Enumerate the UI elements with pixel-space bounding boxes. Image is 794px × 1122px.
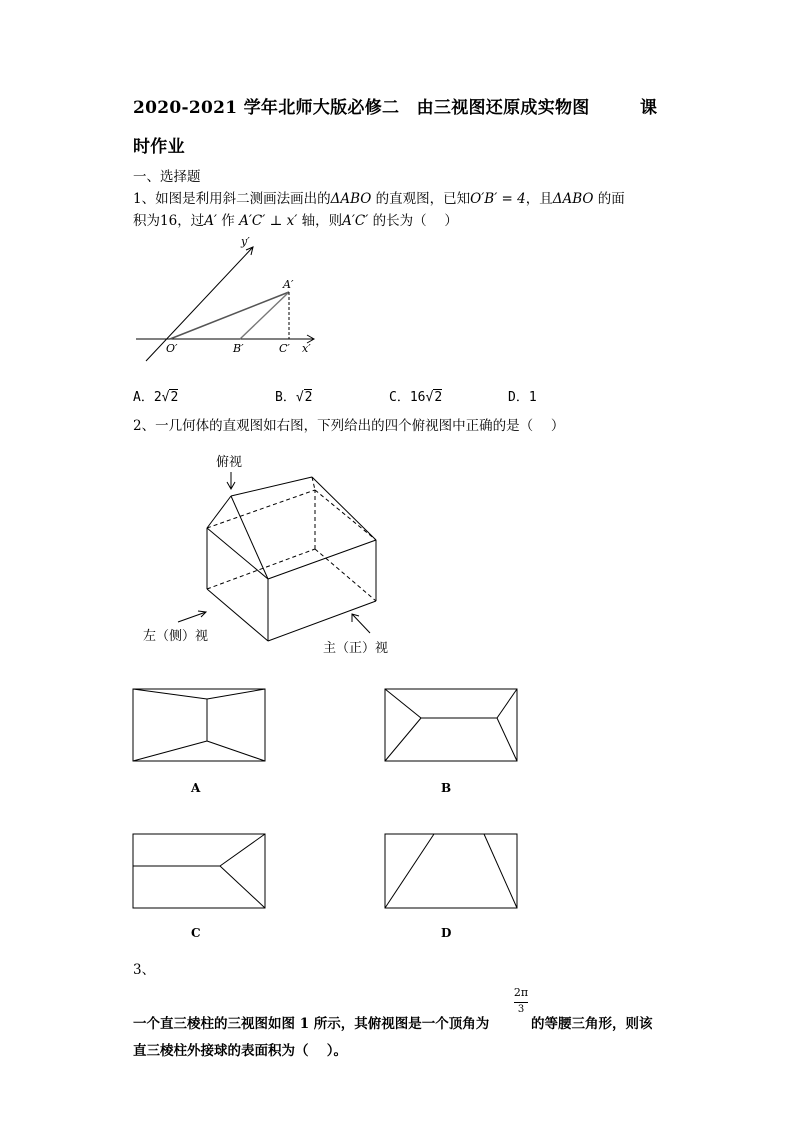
- fraction-bar: [514, 1002, 528, 1003]
- view-c[interactable]: [133, 834, 265, 908]
- q1-line2-d: 轴，则: [297, 213, 343, 229]
- label-y: y′: [241, 235, 250, 248]
- q2-text: 2、一几何体的直观图如右图，下列给出的四个俯视图中正确的是（ ）: [133, 418, 565, 434]
- option-c[interactable]: C．16√2: [389, 390, 443, 405]
- section-heading: 一、选择题: [133, 169, 201, 185]
- option-a-coef: 2: [153, 390, 162, 405]
- q1-text-b: 的直观图，已知: [371, 191, 471, 207]
- label-a: A′: [283, 278, 294, 291]
- q3-number: 3、: [133, 962, 156, 978]
- option-a[interactable]: A．2√2: [133, 390, 179, 405]
- document-title-line1: 2020-2021 学年北师大版必修二 由三视图还原成实物图: [133, 98, 590, 118]
- q1-text-d: 的面: [593, 191, 625, 207]
- label-top-view: 俯视: [216, 455, 243, 470]
- q1-line2-a: 积为: [133, 213, 160, 229]
- document-title-suffix: 课: [640, 98, 658, 118]
- q1-triangle-2: ΔABO: [552, 191, 594, 207]
- q3-text-line1-b: 的等腰三角形，则该: [531, 1016, 653, 1032]
- view-d[interactable]: [385, 834, 517, 908]
- q3-text-line1-a: 一个直三棱柱的三视图如图 1 所示，其俯视图是一个顶角为: [133, 1016, 490, 1032]
- label-front-view: 主（正）视: [323, 641, 389, 656]
- option-c-letter: C．: [389, 390, 410, 405]
- q1-segment: A′C′: [342, 213, 369, 229]
- view-a[interactable]: [133, 689, 265, 761]
- caption-d: D: [441, 926, 452, 940]
- label-c: C′: [279, 342, 290, 355]
- option-c-coef: 16: [409, 390, 426, 405]
- label-b: B′: [233, 342, 244, 355]
- fraction-denominator: 3: [517, 1004, 525, 1015]
- option-b[interactable]: B．√2: [275, 390, 313, 405]
- option-d-letter: D．: [508, 390, 529, 405]
- label-x: x′: [302, 342, 311, 355]
- caption-b: B: [441, 781, 452, 795]
- label-left-view: 左（侧）视: [143, 629, 209, 644]
- q1-triangle: ΔABO: [330, 191, 372, 207]
- q1-equation: O′B′ = 4: [470, 191, 526, 207]
- q1-perp: A′C′ ⊥ x′: [239, 213, 298, 229]
- option-c-radicand: 2: [434, 390, 443, 405]
- q1-text-a: 1、如图是利用斜二测画法画出的: [133, 191, 331, 207]
- fraction-numerator: 2π: [513, 986, 529, 999]
- q3-text-line2: 直三棱柱外接球的表面积为（ ）。: [133, 1043, 347, 1059]
- q1-text-c: ，且: [525, 191, 553, 207]
- option-d-value: 1: [528, 390, 537, 405]
- option-a-radicand: 2: [170, 390, 179, 405]
- document-title-line2: 时作业: [133, 137, 185, 157]
- q1-point-a: A′: [204, 213, 218, 229]
- q1-area: 16: [160, 213, 178, 229]
- caption-c: C: [191, 926, 201, 940]
- q1-line2-e: 的长为（ ）: [368, 213, 458, 229]
- option-b-letter: B．: [275, 390, 296, 405]
- view-b[interactable]: [385, 689, 517, 761]
- option-a-letter: A．: [133, 390, 154, 405]
- option-b-radicand: 2: [304, 390, 313, 405]
- caption-a: A: [191, 781, 201, 795]
- label-o: O′: [166, 342, 178, 355]
- q1-line2-b: ，过: [177, 213, 205, 229]
- q1-line2-c: 作: [217, 213, 240, 229]
